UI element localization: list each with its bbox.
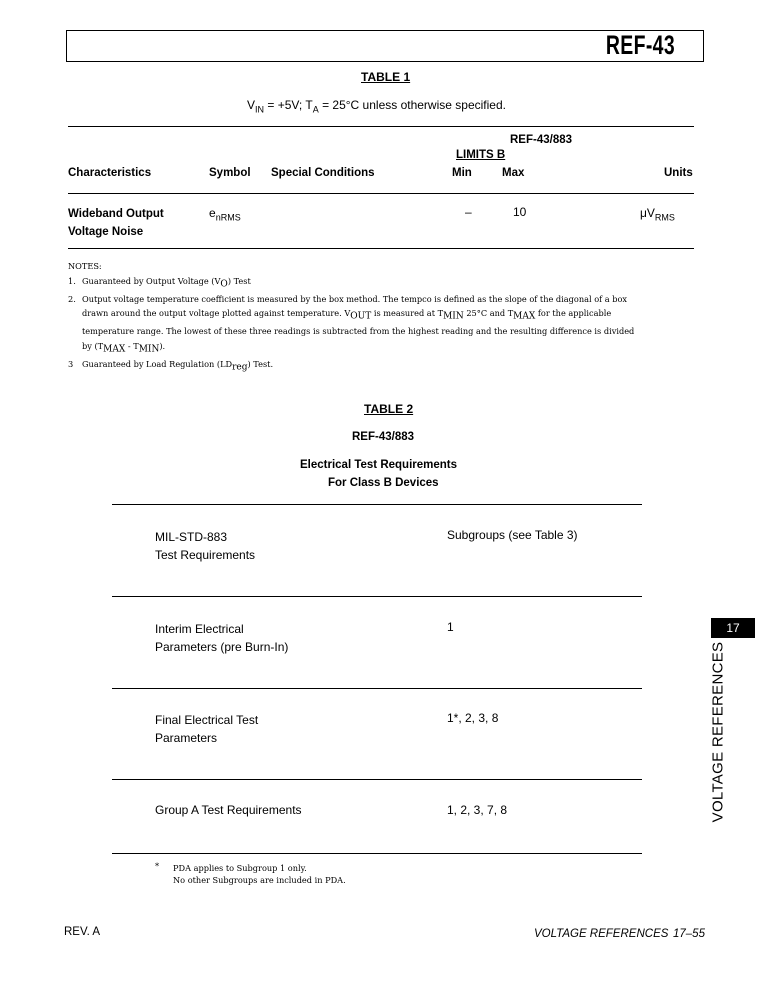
col-symbol: Symbol: [209, 167, 251, 179]
table1-limits-header: LIMITS B: [456, 149, 506, 161]
part-number: REF-43: [605, 30, 675, 60]
notes: [68, 259, 708, 375]
note-1: 1. Guaranteed by Output Voltage $(V_O)$ Test: [68, 275, 251, 290]
table-row: Final Electrical Test Parameters: [155, 713, 259, 745]
col-special-conditions: Special Conditions: [271, 167, 375, 179]
table2-subtitle: REF-43/883: [352, 431, 415, 443]
section-tab-number: 17: [711, 618, 755, 638]
row-units: $\mu V_{RMS}$: [640, 206, 675, 223]
note-2-line3: temperature range. The lowest of these three readings is subtracted from the highest reading and the resulting difference is divided: [82, 326, 635, 337]
footer-page: 17–55: [673, 928, 705, 940]
table2-footnote-mark: *: [155, 861, 160, 871]
note-2-line2: drawn around the output voltage plotted against temperature. $V_{OUT}$ is measured at $T_{MIN}$ 25°C and $T_{MAX}$ for the applicable: [82, 308, 612, 322]
table2-rule-2: [112, 688, 642, 689]
subgroups-value: 1: [447, 620, 454, 634]
table1-header-rule: [68, 193, 694, 194]
table1-top-rule: [68, 126, 694, 127]
table-row: Group A Test Requirements: [155, 803, 302, 817]
table2-col2-header: Subgroups (see Table 3): [447, 528, 578, 542]
note-3: 3 Guaranteed by Load Regulation $(LD_{reg})$ Test.: [68, 358, 274, 373]
row-min: –: [465, 205, 472, 219]
table1-title: TABLE 1: [361, 70, 411, 84]
row-symbol: $e_{nRMS}$: [209, 206, 241, 223]
table1-bottom-rule: [68, 248, 694, 249]
table2-top-rule: [112, 504, 642, 505]
section-tab-label: VOLTAGE REFERENCES: [709, 641, 727, 823]
table2-heading-line2: For Class B Devices: [328, 477, 439, 489]
subgroups-value: 1*, 2, 3, 8: [447, 711, 499, 725]
table-row: Interim Electrical Parameters (pre Burn-In): [155, 622, 289, 654]
col-characteristics: Characteristics: [68, 167, 152, 179]
notes-title: NOTES:: [68, 261, 102, 271]
table2-bottom-rule: [112, 853, 642, 854]
col-min: Min: [452, 167, 472, 179]
col-max: Max: [502, 167, 525, 179]
note-2-line4: by $(T_{MAX} - T_{MIN})$.: [82, 340, 166, 355]
subgroups-value: 1, 2, 3, 7, 8: [447, 803, 508, 817]
table2-rule-3: [112, 779, 642, 780]
table-row: Wideband Output Voltage Noise: [68, 208, 164, 238]
table2-rule-1: [112, 596, 642, 597]
table2-col1-header: MIL-STD-883 Test Requirements: [155, 530, 256, 562]
note-2: 2. Output voltage temperature coefficient is measured by the box method. The tempco is defined as the slope of the diagonal of a box: [68, 293, 628, 304]
col-units: Units: [664, 167, 693, 179]
table1-conditions: $V_{IN} = +5V$; $T_A = 25^\circ C$ unless otherwise specified.: [247, 98, 506, 115]
footer-rev: REV. A: [64, 926, 101, 938]
table2-footnote: PDA applies to Subgroup 1 only. No other Subgroups are included in PDA.: [173, 863, 346, 885]
row-max: 10: [513, 205, 527, 219]
footer-section: VOLTAGE REFERENCES: [534, 928, 669, 940]
table2-title: TABLE 2: [364, 402, 414, 416]
table1-group-header: REF-43/883: [510, 134, 573, 146]
table2-heading-line1: Electrical Test Requirements: [300, 459, 458, 471]
